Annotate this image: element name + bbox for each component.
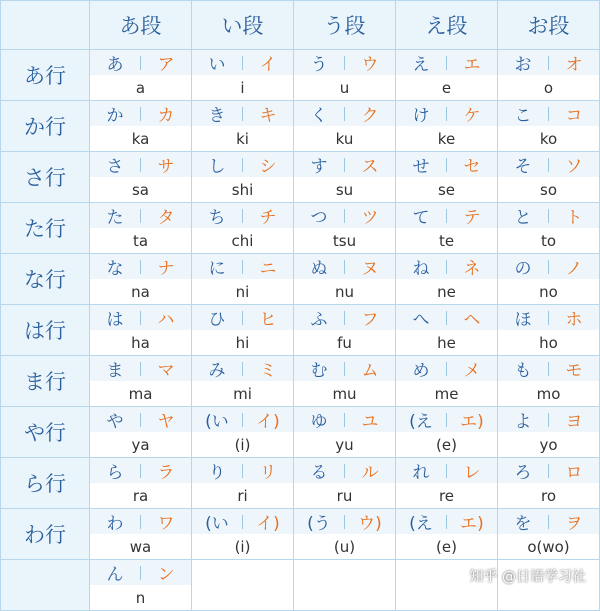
katakana: オ [565,55,583,75]
romaji: ke [437,130,456,148]
hiragana: ふ [310,310,328,330]
hiragana: へ [412,310,430,330]
row-header: さ行 [1,152,90,203]
romaji: so [540,181,557,199]
kana-pair [90,407,191,432]
katakana: ワ [157,514,175,534]
table-row [1,305,600,356]
table-row [1,101,600,152]
kana-cell [294,50,396,101]
kana-pair [90,305,191,330]
kana-pair [396,305,497,330]
hiragana: た [106,208,124,228]
kana-cell [294,152,396,203]
katakana: ル [361,463,379,483]
hiragana: お [514,55,532,75]
hiragana: む [310,361,328,381]
kana-pair [294,203,395,228]
katakana: ノ [565,259,583,279]
row-header: わ行 [1,509,90,560]
kana-cell [90,203,192,254]
hiragana: (い [205,514,229,534]
hiragana: (え [409,514,433,534]
kana-cell [192,407,294,458]
kana-cell [90,152,192,203]
katakana: イ) [256,514,280,534]
romaji: nu [334,283,354,301]
kana-cell [396,407,498,458]
kana-cell [294,101,396,152]
katakana: カ [157,106,175,126]
kana-cell [90,356,192,407]
katakana: ウ [361,55,379,75]
hiragana: わ [106,514,124,534]
kana-cell [90,560,192,611]
kana-pair [396,50,497,75]
romaji: wa [129,538,152,556]
romaji: ru [336,487,353,505]
row-header: は行 [1,305,90,356]
kana-pair [294,101,395,126]
kana-cell [192,203,294,254]
hiragana: と [514,208,532,228]
romaji: ni [235,283,250,301]
kana-cell [90,50,192,101]
katakana: セ [463,157,481,177]
romaji: mo [536,385,561,403]
row-header: あ行 [1,50,90,101]
romaji: su [335,181,354,199]
hiragana: め [412,361,430,381]
kana-pair [294,458,395,483]
romaji: a [135,79,146,97]
romaji: re [438,487,455,505]
table-row [1,152,600,203]
katakana: ミ [259,361,277,381]
kana-pair [498,203,599,228]
hiragana: ん [106,565,124,585]
hiragana: て [412,208,430,228]
kana-cell [498,152,600,203]
kana-pair [90,203,191,228]
hiragana: れ [412,463,430,483]
romaji: se [437,181,456,199]
kana-pair [294,509,395,534]
hiragana: (え [409,412,433,432]
kana-cell [396,458,498,509]
hiragana: み [208,361,226,381]
katakana: エ [463,55,481,75]
row-header [1,560,90,611]
kana-pair [294,50,395,75]
hiragana: う [310,55,328,75]
kana-cell [498,254,600,305]
empty-cell [294,560,396,611]
hiragana: も [514,361,532,381]
kana-cell [396,254,498,305]
romaji: ya [131,436,150,454]
kana-cell [192,101,294,152]
hiragana: ぬ [310,259,328,279]
kana-cell [192,152,294,203]
kana-cell [192,50,294,101]
kana-pair [294,356,395,381]
romaji: i [240,79,245,97]
kana-pair [396,152,497,177]
table-row [1,203,600,254]
romaji: e [441,79,452,97]
katakana: ツ [361,208,379,228]
romaji: te [438,232,455,250]
katakana: ユ [361,412,379,432]
romaji: ra [132,487,149,505]
kana-pair [192,254,293,279]
kana-cell [192,305,294,356]
romaji: ta [132,232,149,250]
hiragana: の [514,259,532,279]
hiragana: る [310,463,328,483]
kana-pair [192,50,293,75]
row-header: ら行 [1,458,90,509]
kana-cell [396,101,498,152]
kana-pair [192,458,293,483]
katakana: ム [361,361,379,381]
kana-cell [396,509,498,560]
romaji: no [539,283,558,301]
katakana: ラ [157,463,175,483]
kana-cell [498,356,600,407]
romaji: to [540,232,557,250]
kana-cell [396,305,498,356]
hiragana: よ [514,412,532,432]
katakana: ア [157,55,175,75]
katakana: エ) [460,412,484,432]
kana-pair [294,305,395,330]
hiragana: ほ [514,310,532,330]
kana-cell [498,509,600,560]
kana-cell [294,203,396,254]
hiragana: く [310,106,328,126]
romaji: o [543,79,554,97]
kana-cell [498,50,600,101]
hiragana: を [514,514,532,534]
kana-pair [498,305,599,330]
hiragana: そ [514,157,532,177]
hiragana: ま [106,361,124,381]
table-row [1,458,600,509]
kana-pair [192,152,293,177]
kana-pair [90,560,191,585]
kana-pair [90,50,191,75]
romaji: u [339,79,350,97]
kana-pair [498,152,599,177]
romaji: ma [128,385,153,403]
romaji: ki [236,130,249,148]
romaji: (u) [333,538,356,556]
katakana: ク [361,106,379,126]
hiragana: ち [208,208,226,228]
kana-pair [192,101,293,126]
katakana: ヒ [259,310,277,330]
kana-pair [90,458,191,483]
kana-cell [192,458,294,509]
kana-pair [192,305,293,330]
katakana: ヤ [157,412,175,432]
romaji: na [131,283,150,301]
kana-cell [294,458,396,509]
corner-cell [1,1,90,50]
kana-pair [90,509,191,534]
kana-cell [498,101,600,152]
katakana: タ [157,208,175,228]
hiragana: え [412,55,430,75]
katakana: フ [361,310,379,330]
romaji: n [135,589,146,607]
kana-cell [192,254,294,305]
katakana: ウ) [358,514,382,534]
hiragana: (い [205,412,229,432]
romaji: yu [335,436,354,454]
kana-pair [90,152,191,177]
kana-pair [192,356,293,381]
kana-pair [498,407,599,432]
watermark: 知乎 @日语学习社 [469,569,586,585]
kana-pair [294,407,395,432]
romaji: shi [231,181,254,199]
hiragana: に [208,259,226,279]
katakana: ヘ [463,310,481,330]
romaji: hi [235,334,250,352]
hiragana: さ [106,157,124,177]
kana-pair [396,458,497,483]
romaji: (i) [234,538,251,556]
katakana: シ [259,157,277,177]
table-row [1,356,600,407]
hiragana: せ [412,157,430,177]
kana-pair [294,254,395,279]
row-header: ま行 [1,356,90,407]
kana-cell [192,356,294,407]
katakana: リ [259,463,277,483]
romaji: tsu [332,232,357,250]
katakana: ス [361,157,379,177]
katakana: モ [565,361,583,381]
hiragana: ひ [208,310,226,330]
kana-pair [498,50,599,75]
romaji: he [437,334,456,352]
kana-pair [396,356,497,381]
katakana: テ [463,208,481,228]
katakana: チ [259,208,277,228]
row-header: な行 [1,254,90,305]
kana-cell [396,356,498,407]
romaji: ri [237,487,248,505]
kana-pair [192,509,293,534]
kana-cell [396,50,498,101]
katakana: コ [565,106,583,126]
katakana: ネ [463,259,481,279]
kana-pair [192,407,293,432]
kana-cell [90,407,192,458]
katakana: レ [463,463,481,483]
kana-cell [498,305,600,356]
table-row [1,407,600,458]
kana-pair [498,101,599,126]
romaji: (i) [234,436,251,454]
romaji: me [434,385,459,403]
kana-cell [90,509,192,560]
hiragana: す [310,157,328,177]
romaji: ko [539,130,558,148]
romaji: fu [337,334,352,352]
hiragana: き [208,106,226,126]
romaji: ro [540,487,556,505]
kana-cell [498,203,600,254]
hiragana: ら [106,463,124,483]
hiragana: は [106,310,124,330]
romaji: ha [131,334,150,352]
kana-cell [294,509,396,560]
column-header-e: え段 [396,1,498,50]
header-row [1,1,600,50]
kana-pair [192,203,293,228]
table-row [1,50,600,101]
kana-cell [396,203,498,254]
row-header: た行 [1,203,90,254]
hiragana: ゆ [310,412,328,432]
katakana: ケ [463,106,481,126]
kana-cell [90,305,192,356]
kana-cell [294,356,396,407]
katakana: ヲ [565,514,583,534]
hiragana: か [106,106,124,126]
hiragana: つ [310,208,328,228]
katakana: ナ [157,259,175,279]
kana-pair [396,101,497,126]
table-row [1,509,600,560]
kana-pair [396,509,497,534]
hiragana: け [412,106,430,126]
kana-pair [396,407,497,432]
kana-cell [294,254,396,305]
romaji: ku [335,130,354,148]
hiragana: り [208,463,226,483]
katakana: メ [463,361,481,381]
row-header: や行 [1,407,90,458]
romaji: (e) [436,436,457,454]
column-header-u: う段 [294,1,396,50]
kana-cell [90,254,192,305]
empty-cell [192,560,294,611]
katakana: ニ [259,259,277,279]
kana-pair [498,458,599,483]
kana-cell [498,407,600,458]
katakana: ト [565,208,583,228]
hiragana: や [106,412,124,432]
column-header-o: お段 [498,1,600,50]
row-header: か行 [1,101,90,152]
kana-cell [90,458,192,509]
katakana: サ [157,157,175,177]
katakana: ロ [565,463,583,483]
column-header-i: い段 [192,1,294,50]
hiragana: し [208,157,226,177]
romaji: ho [539,334,558,352]
hiragana: こ [514,106,532,126]
romaji: mu [332,385,357,403]
romaji: yo [539,436,558,454]
kana-pair [396,203,497,228]
hiragana: な [106,259,124,279]
hiragana: い [208,55,226,75]
romaji: ne [437,283,456,301]
kana-cell [498,458,600,509]
katakana: イ [259,55,277,75]
romaji: o(wo) [527,538,570,556]
kana-cell [294,407,396,458]
katakana: ホ [565,310,583,330]
katakana: ン [157,565,175,585]
katakana: ハ [157,310,175,330]
katakana: ヨ [565,412,583,432]
kana-cell [192,509,294,560]
kana-cell [294,305,396,356]
hiragana: ね [412,259,430,279]
kana-pair [498,509,599,534]
romaji: ka [131,130,150,148]
katakana: エ) [460,514,484,534]
romaji: sa [131,181,149,199]
hiragana: (う [307,514,331,534]
katakana: ヌ [361,259,379,279]
kana-pair [396,254,497,279]
hiragana: あ [106,55,124,75]
katakana: マ [157,361,175,381]
romaji: (e) [436,538,457,556]
kana-pair [498,254,599,279]
kana-pair [90,356,191,381]
kana-pair [294,152,395,177]
katakana: イ) [256,412,280,432]
hiragana: ろ [514,463,532,483]
kana-pair [90,254,191,279]
table-row [1,254,600,305]
kana-pair [90,101,191,126]
romaji: mi [233,385,252,403]
katakana: キ [259,106,277,126]
romaji: chi [231,232,254,250]
kana-pair [498,356,599,381]
column-header-a: あ段 [90,1,192,50]
kana-cell [90,101,192,152]
kana-cell [396,152,498,203]
katakana: ソ [565,157,583,177]
